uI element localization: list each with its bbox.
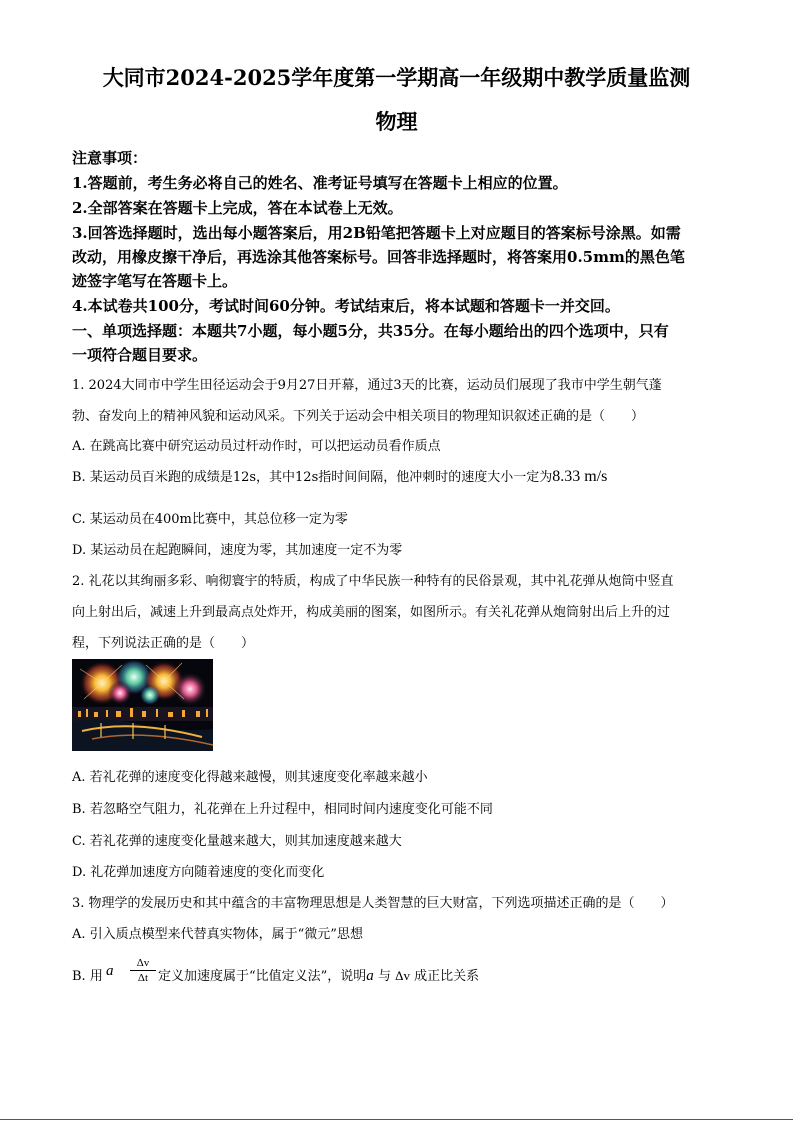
q3-option-b-end: 成正比关系 — [414, 969, 480, 984]
q3-option-b-with: 与 — [377, 969, 391, 984]
q3-option-b-mid-text: 定义加速度属于“比值定义法”，说明 — [158, 969, 367, 984]
q1-option-b — [72, 466, 607, 486]
notice-item-3-line-2: 改动，用橡皮擦干净后，再选涂其他答案标号。回答非选择题时，将答案用0.5mm的黑色笔 — [72, 248, 685, 266]
q1-option-c: C. 某运动员在400m比赛中，其总位移一定为零 — [72, 512, 348, 527]
section-1-heading-line-2: 一项符合题目要求。 — [72, 346, 208, 364]
q3-option-b-fraction-denominator: Δt — [137, 972, 149, 984]
q1-option-d: D. 某运动员在起跑瞬间，速度为零，其加速度一定不为零 — [72, 543, 403, 558]
q2-option-c: C. 若礼花弹的速度变化量越来越大，则其加速度越来越大 — [72, 834, 402, 849]
q1-option-b-value: 8.33 m/s — [552, 468, 608, 485]
page-bottom-rule — [0, 1119, 793, 1120]
q3-option-a: A. 引入质点模型来代替真实物体，属于“微元”思想 — [72, 927, 363, 942]
notice-item-1: 1.答题前，考生务必将自己的姓名、准考证号填写在答题卡上相应的位置。 — [72, 174, 568, 192]
fireworks-photo — [72, 659, 213, 751]
q3-option-b-symbol-a: a — [106, 963, 114, 979]
q3-stem: 3. 物理学的发展历史和其中蕴含的丰富物理思想是人类智慧的巨大财富，下列选项描述正确的是（ ） — [72, 896, 674, 911]
q2-stem-line-3: 程，下列说法正确的是（ ） — [72, 636, 255, 651]
fireworks-illustration — [72, 659, 213, 751]
q1-option-b-text: B. 某运动员百米跑的成绩是12s，其中12s指时间间隔，他冲刺时的速度大小一定为 — [72, 470, 553, 485]
q3-option-b-symbol-a-2: a — [366, 968, 374, 984]
q2-option-a: A. 若礼花弹的速度变化得越来越慢，则其速度变化率越来越小 — [72, 770, 428, 785]
q3-option-b-middle — [158, 965, 479, 985]
q1-stem-line-2: 勃、奋发向上的精神风貌和运动风采。下列关于运动会中相关项目的物理知识叙述正确的是（ ） — [72, 409, 645, 424]
q3-option-b-prefix: B. 用 — [72, 969, 103, 984]
q2-stem-line-2: 向上射出后，减速上升到最高点处炸开，构成美丽的图案，如图所示。有关礼花弹从炮筒射出后上升的过 — [72, 605, 671, 620]
notice-item-3-line-3: 迹签字笔写在答题卡上。 — [72, 272, 238, 290]
notice-heading: 注意事项： — [72, 149, 148, 167]
notice-item-4: 4.本试卷共100分，考试时间60分钟。考试结束后，将本试题和答题卡一并交回。 — [72, 297, 620, 315]
q2-option-d: D. 礼花弹加速度方向随着速度的变化而变化 — [72, 865, 325, 880]
q1-stem-line-1: 1. 2024大同市中学生田径运动会于9月27日开幕，通过3天的比赛，运动员们展现了我市中学生朝气蓬 — [72, 378, 662, 393]
q3-option-b-fraction-numerator: Δv — [136, 957, 150, 969]
notice-item-2: 2.全部答案在答题卡上完成，答在本试卷上无效。 — [72, 199, 403, 217]
notice-item-3-line-1: 3.回答选择题时，选出每小题答案后，用2B铅笔把答题卡上对应题目的答案标号涂黑。如需 — [72, 224, 681, 242]
q2-option-b: B. 若忽略空气阻力，礼花弹在上升过程中，相同时间内速度变化可能不同 — [72, 802, 493, 817]
q2-stem-line-1: 2. 礼花以其绚丽多彩、响彻寰宇的特质，构成了中华民族一种特有的民俗景观，其中礼花弹从炮筒中竖直 — [72, 574, 674, 589]
q1-option-a: A. 在跳高比赛中研究运动员过杆动作时，可以把运动员看作质点 — [72, 439, 441, 454]
exam-title: 大同市2024-2025学年度第一学期高一年级期中教学质量监测 — [102, 65, 691, 90]
subject-title: 物理 — [375, 109, 418, 134]
section-1-heading-line-1: 一、单项选择题：本题共7小题，每小题5分，共35分。在每小题给出的四个选项中，只有 — [72, 322, 669, 340]
q3-option-b-delta-v: Δv — [395, 968, 410, 983]
q3-option-b-fraction — [130, 956, 156, 986]
